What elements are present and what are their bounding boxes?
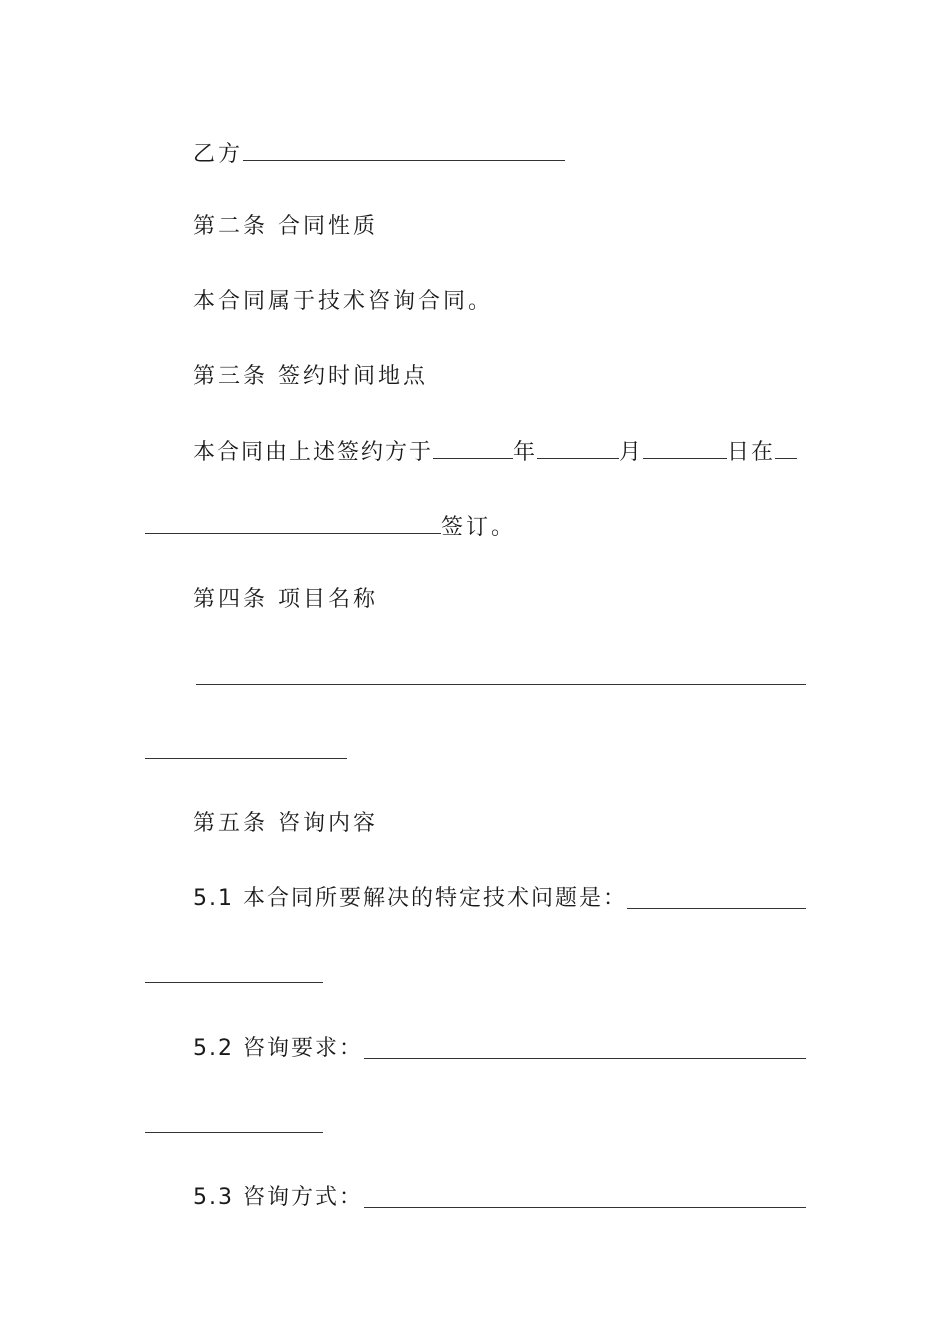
item-5-1-label: 5.1 本合同所要解决的特定技术问题是： [193, 886, 627, 911]
article2-heading: 第二条 合同性质 [193, 214, 378, 239]
year-label: 年 [513, 440, 538, 465]
article3-text-prefix: 本合同由上述签约方于 [193, 440, 434, 465]
item-5-1-line [193, 884, 627, 914]
article2-body: 本合同属于技术咨询合同。 [193, 289, 494, 314]
month-label: 月 [619, 440, 644, 465]
day-blank[interactable] [643, 436, 727, 459]
project-name-blank-cont[interactable] [145, 758, 347, 759]
day-at-label: 日在 [727, 440, 776, 465]
party-b-label: 乙方 [193, 142, 244, 167]
place-blank-start[interactable] [775, 436, 797, 459]
article4-heading: 第四条 项目名称 [193, 587, 378, 612]
month-blank[interactable] [537, 436, 619, 459]
project-name-blank[interactable] [196, 684, 806, 685]
item-5-2-label: 5.2 咨询要求： [193, 1036, 363, 1061]
item-5-3-label: 5.3 咨询方式： [193, 1185, 363, 1210]
article5-heading: 第五条 咨询内容 [193, 811, 378, 836]
article3-suffix: 签订。 [441, 515, 517, 540]
article3-heading: 第三条 签约时间地点 [193, 364, 428, 389]
item-5-2-blank-cont[interactable] [145, 1132, 323, 1133]
article3-place-line [145, 511, 516, 541]
year-blank[interactable] [433, 436, 513, 459]
item-5-3-blank[interactable] [364, 1207, 806, 1208]
article3-date-line [193, 436, 797, 466]
place-blank[interactable] [145, 511, 441, 534]
item-5-1-blank-cont[interactable] [145, 982, 323, 983]
item-5-3-line [193, 1183, 363, 1213]
party-b-blank[interactable] [243, 138, 565, 161]
party-b-line [193, 138, 565, 168]
item-5-2-blank[interactable] [364, 1058, 806, 1059]
item-5-1-blank[interactable] [627, 908, 806, 909]
item-5-2-line [193, 1034, 363, 1064]
